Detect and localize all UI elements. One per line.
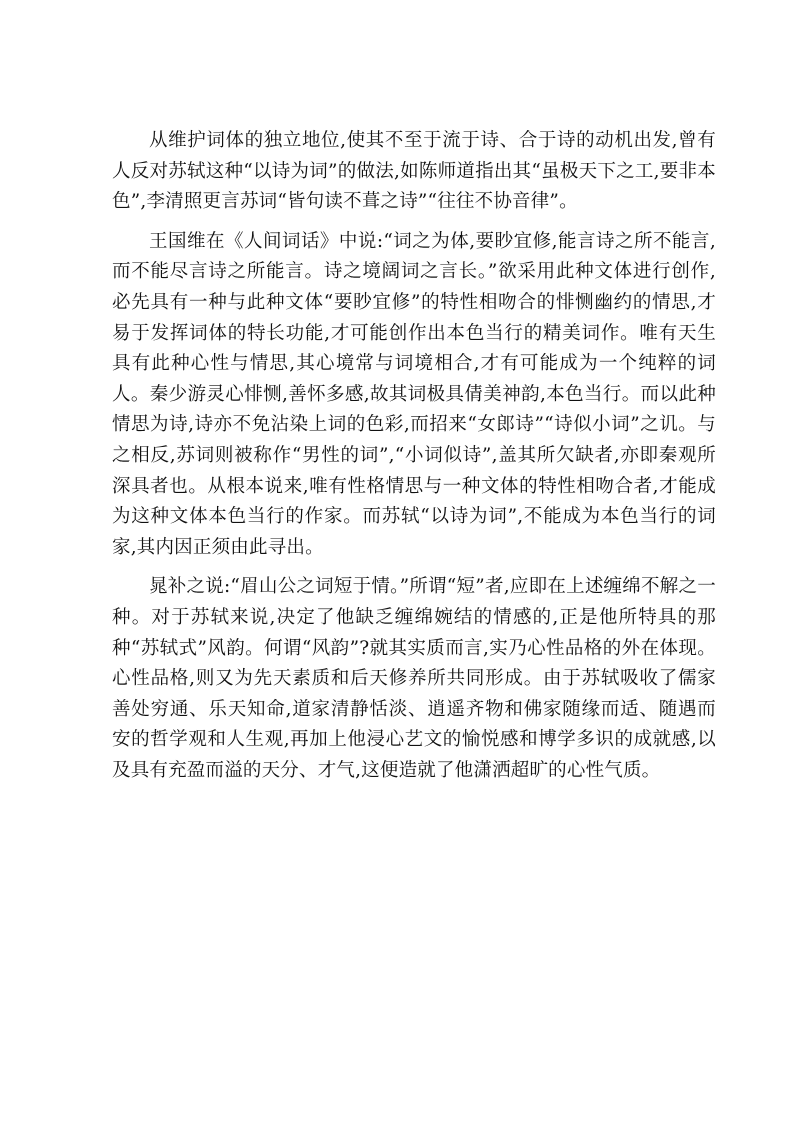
paragraph-2: 王国维在《人间词话》中说:“词之为体,要眇宜修,能言诗之所不能言,而不能尽言诗之所能言。诗之境阔词之言长。”欲采用此种文体进行创作,必先具有一种与此种文体“要眇宜修”的特性相吻合的悱恻幽约的情思,才易于发挥词体的特长功能,才可能创作出本色当行的精美词作。唯有天生具有此种心性与情思,其心境常与词境相合,才有可能成为一个纯粹的词人。秦少游灵心悱恻,善怀多感,故其词极具倩美神韵,本色当行。而以此种情思为诗,诗亦不免沾染上词的色彩,而招来“女郎诗”“诗似小词”之讥。与之相反,苏词则被称作“男性的词”,“小词似诗”,盖其所欠缺者,亦即秦观所深具者也。从根本说来,唯有性格情思与一种文体的特性相吻合者,才能成为这种文体本色当行的作家。而苏轼“以诗为词”,不能成为本色当行的词家,其内因正须由此寻出。 [112, 230, 716, 558]
article-body [112, 126, 716, 795]
paragraph-1: 从维护词体的独立地位,使其不至于流于诗、合于诗的动机出发,曾有人反对苏轼这种“以诗为词”的做法,如陈师道指出其“虽极天下之工,要非本色”,李清照更言苏词“皆句读不葺之诗”“往往不协音律”。 [112, 130, 716, 213]
paragraph-3: 晁补之说:“眉山公之词短于情。”所谓“短”者,应即在上述缠绵不解之一种。对于苏轼来说,决定了他缺乏缠绵婉结的情感的,正是他所特具的那种“苏轼式”风韵。何谓“风韵”?就其实质而言,实乃心性品格的外在体现。心性品格,则又为先天素质和后天修养所共同形成。由于苏轼吸收了儒家善处穷通、乐天知命,道家清静恬淡、逍遥齐物和佛家随缘而适、随遇而安的哲学观和人生观,再加上他浸心艺文的愉悦感和博学多识的成就感,以及具有充盈而溢的天分、才气,这便造就了他潇洒超旷的心性气质。 [112, 576, 716, 781]
